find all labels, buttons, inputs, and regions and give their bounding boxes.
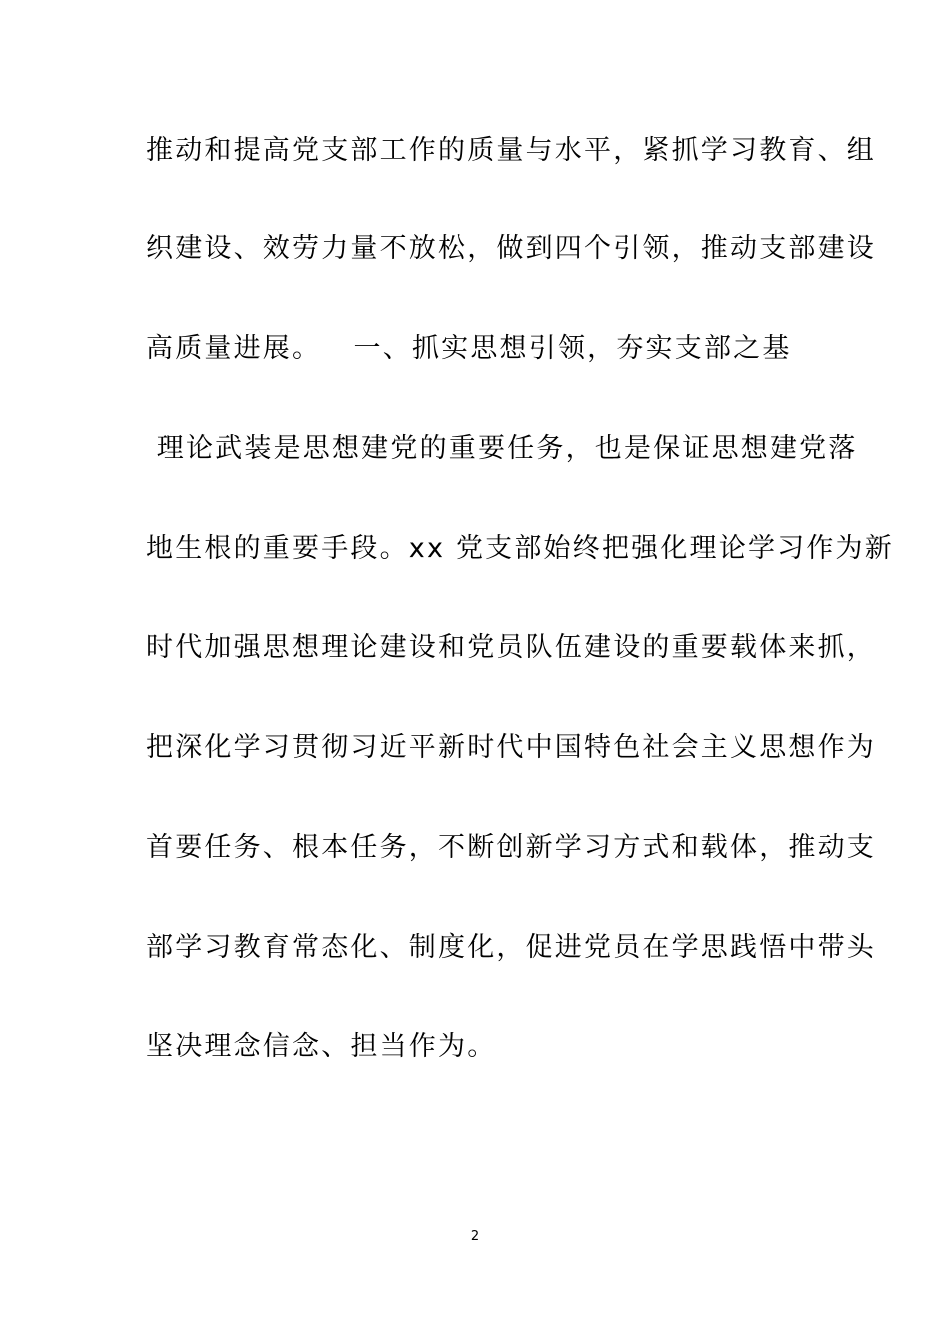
body-text-line: 织建设、效劳力量不放松，做到四个引领，推动支部建设: [146, 233, 876, 264]
section-heading-line: 高质量进展。 一、抓实思想引领，夯实支部之基: [146, 333, 792, 364]
body-text-line: 地生根的重要手段。xx 党支部始终把强化理论学习作为新: [146, 533, 894, 564]
page-number: 2: [470, 1229, 480, 1244]
body-text-line: 推动和提高党支部工作的质量与水平，紧抓学习教育、组: [146, 135, 876, 166]
body-text-line: 理论武装是思想建党的重要任务，也是保证思想建党落: [146, 433, 858, 464]
body-text-line: 坚决理念信念、担当作为。: [146, 1031, 497, 1062]
body-text-line: 首要任务、根本任务，不断创新学习方式和载体，推动支: [146, 832, 876, 863]
body-text-line: 部学习教育常态化、制度化，促进党员在学思践悟中带头: [146, 932, 876, 963]
body-text-line: 把深化学习贯彻习近平新时代中国特色社会主义思想作为: [146, 732, 876, 763]
body-text-line: 时代加强思想理论建设和党员队伍建设的重要载体来抓，: [146, 632, 876, 663]
